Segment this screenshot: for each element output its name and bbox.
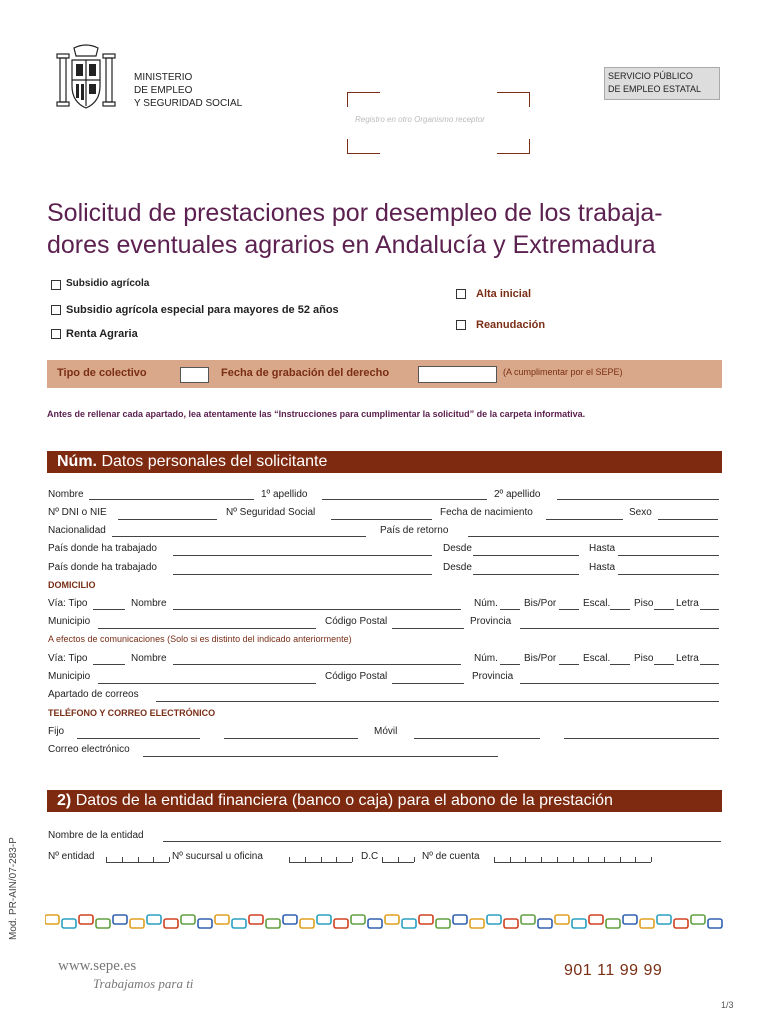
escal-field[interactable] [610, 664, 630, 665]
digit-tick [138, 857, 139, 862]
label-cp: Código Postal [325, 671, 388, 682]
chain-link [351, 915, 365, 924]
label-nombre: Nombre [48, 489, 84, 500]
chain-link [521, 915, 535, 924]
label-via-tipo: Vía: Tipo [48, 598, 88, 609]
movil-field-1[interactable] [414, 738, 540, 739]
chain-link [487, 915, 501, 924]
via-tipo-field[interactable] [93, 609, 125, 610]
instructions-text: Antes de rellenar cada apartado, lea atentamente las “Instrucciones para cumplimentar la solicitud” de la carpeta informativa. [47, 409, 586, 419]
chain-link [674, 919, 688, 928]
label-correo: Correo electrónico [48, 744, 130, 755]
label-renta: Renta Agraria [66, 328, 138, 340]
registry-stamp-box [347, 92, 530, 154]
pais-trabajado-field[interactable] [173, 574, 432, 575]
digit-tick [122, 857, 123, 862]
digit-tick [588, 857, 589, 862]
checkbox-subsidio-52[interactable] [51, 305, 61, 315]
nombre-via-field[interactable] [173, 664, 461, 665]
label-apellido1: 1º apellido [261, 489, 308, 500]
entidad-nombre-field[interactable] [163, 841, 721, 842]
piso-field[interactable] [654, 609, 674, 610]
nombre-field[interactable] [89, 499, 254, 500]
digit-tick [289, 857, 290, 862]
label-apellido2: 2º apellido [494, 489, 541, 500]
chain-link [266, 919, 280, 928]
fnac-field[interactable] [546, 519, 623, 520]
entidad-digits[interactable] [106, 856, 169, 863]
pais-retorno-field[interactable] [468, 536, 719, 537]
digit-tick [604, 857, 605, 862]
piso-field[interactable] [654, 664, 674, 665]
hasta-field[interactable] [618, 574, 719, 575]
label-sucursal: Nº sucursal u oficina [172, 851, 263, 862]
provincia-field[interactable] [520, 628, 719, 629]
digit-tick [620, 857, 621, 862]
municipio-field[interactable] [98, 683, 316, 684]
provincia-field[interactable] [520, 683, 719, 684]
label-desde: Desde [443, 543, 472, 554]
label-nacionalidad: Nacionalidad [48, 525, 106, 536]
chain-link [436, 919, 450, 928]
bis-field[interactable] [559, 664, 579, 665]
checkbox-subsidio[interactable] [51, 280, 61, 290]
label-pais-retorno: País de retorno [380, 525, 449, 536]
label-municipio: Municipio [48, 616, 91, 627]
cp-field[interactable] [392, 683, 464, 684]
chain-link [79, 915, 93, 924]
chain-link [504, 919, 518, 928]
label-via-tipo: Vía: Tipo [48, 653, 88, 664]
movil-field-2[interactable] [564, 738, 719, 739]
label-subsidio-52: Subsidio agrícola especial para mayores de 52 años [66, 304, 339, 316]
hasta-field[interactable] [618, 555, 719, 556]
footer-slogan: Trabajamos para ti [93, 976, 194, 991]
chain-link [62, 919, 76, 928]
digit-tick [494, 857, 495, 862]
label-nombre-via: Nombre [131, 653, 167, 664]
decorative-chain-icon [45, 912, 723, 932]
label-fecha-grabacion: Fecha de grabación del derecho [221, 367, 390, 379]
chain-link [623, 915, 637, 924]
label-fnac: Fecha de nacimiento [440, 507, 533, 518]
label-provincia: Provincia [472, 671, 514, 682]
via-tipo-field[interactable] [93, 664, 125, 665]
chain-link [555, 915, 569, 924]
chain-link [470, 919, 484, 928]
form-title: Solicitud de prestaciones por desempleo de los trabaja- [47, 199, 663, 227]
chain-link [113, 915, 127, 924]
chain-link [232, 919, 246, 928]
label-movil: Móvil [374, 726, 398, 737]
form-title: dores eventuales agrarios en Andalucía y Extremadura [47, 231, 656, 259]
escal-field[interactable] [610, 609, 630, 610]
digit-tick [651, 857, 652, 862]
service-line: SERVICIO PÚBLICO [608, 71, 693, 81]
label-provincia: Provincia [470, 616, 512, 627]
dc-digits[interactable] [382, 856, 414, 863]
chain-link [96, 919, 110, 928]
label-bis: Bis/Por [524, 653, 557, 664]
label-sexo: Sexo [629, 507, 652, 518]
section-number: 2) [57, 792, 72, 809]
nacionalidad-field[interactable] [112, 536, 366, 537]
digit-tick [398, 857, 399, 862]
label-letra: Letra [676, 598, 699, 609]
service-box [604, 67, 720, 100]
sucursal-digits[interactable] [289, 856, 352, 863]
label-pais-trabajado: País donde ha trabajado [48, 562, 157, 573]
section-title: Datos de la entidad financiera (banco o caja) para el abono de la prestación [75, 792, 613, 809]
label-entidad-nombre: Nombre de la entidad [48, 830, 144, 841]
chain-link [215, 915, 229, 924]
chain-link [164, 919, 178, 928]
chain-link [130, 919, 144, 928]
label-dni: Nº DNI o NIE [48, 507, 107, 518]
label-hasta: Hasta [589, 562, 616, 573]
checkbox-renta[interactable] [51, 329, 61, 339]
chain-link [249, 915, 263, 924]
footer-phone: 901 11 99 99 [564, 962, 663, 979]
apartado-field[interactable] [156, 701, 719, 702]
section-1-header [47, 451, 722, 473]
chain-link [198, 919, 212, 928]
page-number: 1/3 [721, 1000, 734, 1010]
chain-link [606, 919, 620, 928]
cp-field[interactable] [392, 628, 464, 629]
label-nss: Nº Seguridad Social [226, 507, 316, 518]
label-apartado: Apartado de correos [48, 689, 139, 700]
sepe-note: (A cumplimentar por el SEPE) [503, 367, 623, 377]
section-number: Núm. [57, 453, 97, 470]
chain-link [538, 919, 552, 928]
apellido2-field[interactable] [557, 499, 719, 500]
desde-field[interactable] [473, 574, 579, 575]
label-cp: Código Postal [325, 616, 388, 627]
digit-tick [106, 857, 107, 862]
num-field[interactable] [500, 664, 520, 665]
digit-tick [414, 857, 415, 862]
label-entidad: Nº entidad [48, 851, 95, 862]
tipo-colectivo-field[interactable] [180, 367, 209, 383]
bis-field[interactable] [559, 609, 579, 610]
chain-link [708, 919, 722, 928]
digit-tick [382, 857, 383, 862]
coat-of-arms-icon [54, 42, 118, 114]
letra-field[interactable] [700, 664, 719, 665]
label-letra: Letra [676, 653, 699, 664]
chain-link [453, 915, 467, 924]
digit-tick [573, 857, 574, 862]
digit-tick [541, 857, 542, 862]
cuenta-digits[interactable] [494, 856, 651, 863]
fijo-field-1[interactable] [77, 738, 200, 739]
ministry-line: DE EMPLEO [134, 85, 193, 96]
chain-link [181, 915, 195, 924]
digit-tick [352, 857, 353, 862]
chain-link [334, 919, 348, 928]
section-title: Datos personales del solicitante [101, 453, 328, 470]
label-nombre-via: Nombre [131, 598, 167, 609]
label-municipio: Municipio [48, 671, 91, 682]
chain-link [691, 915, 705, 924]
label-domicilio: DOMICILIO [48, 580, 96, 590]
label-comunicaciones: A efectos de comunicaciones (Solo si es distinto del indicado anteriormente) [48, 634, 352, 644]
chain-link [317, 915, 331, 924]
chain-link [572, 919, 586, 928]
chain-link [402, 919, 416, 928]
chain-link [657, 915, 671, 924]
label-num: Núm. [474, 598, 498, 609]
label-tipo-colectivo: Tipo de colectivo [57, 367, 147, 379]
label-subsidio: Subsidio agrícola [66, 278, 150, 289]
label-cuenta: Nº de cuenta [422, 851, 480, 862]
label-telefono: TELÉFONO Y CORREO ELECTRÓNICO [48, 708, 216, 718]
checkbox-reanudacion[interactable] [456, 320, 466, 330]
label-hasta: Hasta [589, 543, 616, 554]
correo-field[interactable] [143, 756, 498, 757]
nss-field[interactable] [331, 519, 432, 520]
label-alta: Alta inicial [476, 288, 532, 300]
digit-tick [169, 857, 170, 862]
desde-field[interactable] [473, 555, 579, 556]
label-escal: Escal. [583, 653, 611, 664]
digit-tick [510, 857, 511, 862]
label-desde: Desde [443, 562, 472, 573]
chain-link [147, 915, 161, 924]
digit-tick [336, 857, 337, 862]
label-reanudacion: Reanudación [476, 319, 546, 331]
apellido1-field[interactable] [322, 499, 487, 500]
ministry-line: Y SEGURIDAD SOCIAL [134, 98, 243, 109]
digit-tick [153, 857, 154, 862]
chain-link [368, 919, 382, 928]
label-bis: Bis/Por [524, 598, 557, 609]
section-2-header [47, 790, 722, 812]
pais-trabajado-field[interactable] [173, 555, 432, 556]
dni-field[interactable] [118, 519, 217, 520]
checkbox-alta[interactable] [456, 289, 466, 299]
label-piso: Piso [634, 598, 654, 609]
chain-link [589, 915, 603, 924]
chain-link [419, 915, 433, 924]
chain-link [283, 915, 297, 924]
sexo-field[interactable] [658, 519, 718, 520]
num-field[interactable] [500, 609, 520, 610]
form-code: Mod. PR-AIN/07-283-P [8, 837, 19, 940]
stamp-text: Registro en otro Organismo receptor [355, 115, 485, 124]
label-piso: Piso [634, 653, 654, 664]
digit-tick [305, 857, 306, 862]
label-fijo: Fijo [48, 726, 65, 737]
nombre-via-field[interactable] [173, 609, 461, 610]
label-num: Núm. [474, 653, 498, 664]
chain-link [640, 919, 654, 928]
label-dc: D.C [361, 851, 379, 862]
digit-tick [557, 857, 558, 862]
digit-tick [525, 857, 526, 862]
chain-link [385, 915, 399, 924]
chain-link [45, 915, 59, 924]
footer-url: www.sepe.es [58, 958, 137, 974]
label-pais-trabajado: País donde ha trabajado [48, 543, 157, 554]
digit-tick [321, 857, 322, 862]
ministry-line: MINISTERIO [134, 72, 193, 83]
chain-link [300, 919, 314, 928]
municipio-field[interactable] [98, 628, 316, 629]
letra-field[interactable] [700, 609, 719, 610]
fijo-field-2[interactable] [224, 738, 358, 739]
digit-tick [635, 857, 636, 862]
service-line: DE EMPLEO ESTATAL [608, 84, 702, 94]
fecha-grabacion-field[interactable] [418, 366, 497, 383]
label-escal: Escal. [583, 598, 611, 609]
